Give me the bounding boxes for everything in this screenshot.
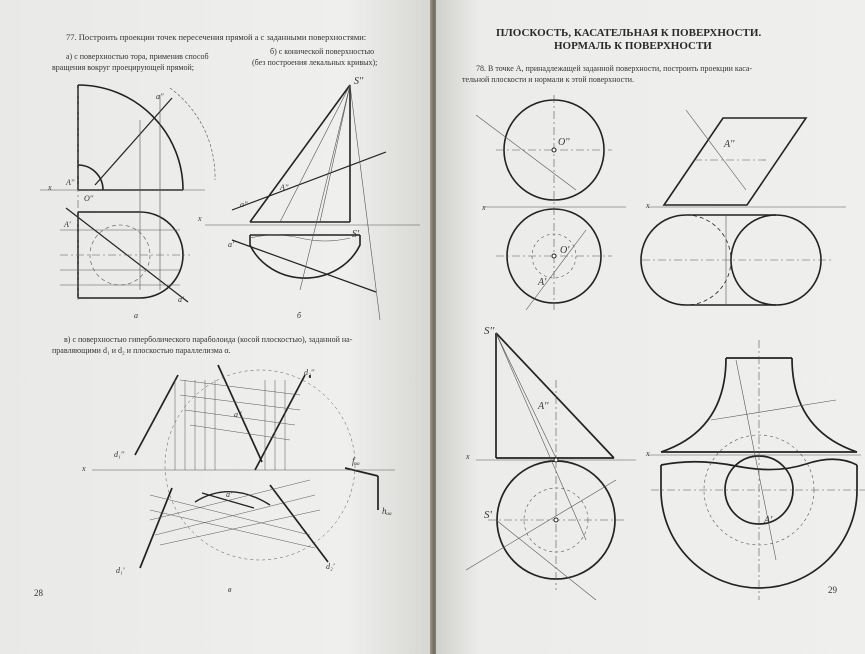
task78-line2: тельной плоскости и нормали к этой поверхности.: [462, 75, 634, 84]
figure-77c-paraboloid: [0, 0, 432, 654]
task77b-line2: (без построения лекальных кривых);: [252, 58, 378, 67]
label-S2-77b: S'': [354, 76, 364, 87]
left-page: [0, 0, 432, 654]
label-A2-78c: A'': [538, 401, 549, 412]
label-S2-78c: S'': [484, 325, 495, 337]
task77c-line2: правляющими d₁ и d₂ и плоскостью параллелизма α.: [52, 346, 231, 355]
label-x-77b: x: [198, 214, 202, 223]
task77a-line2: вращения вокруг проецирующей прямой;: [52, 63, 194, 72]
label-A2-78b: A'': [724, 139, 735, 150]
label-A1-78a: A': [538, 277, 547, 288]
label-a1-77c: a': [226, 490, 232, 499]
label-A2-77b: A'': [280, 183, 289, 192]
task77-title: 77. Построить проекции точек пересечения прямой a с заданными поверхностями:: [66, 32, 367, 42]
label-S1-78c: S': [484, 509, 492, 521]
label-a2-77a: a'': [156, 92, 164, 101]
label-d1-2: d₁'': [114, 450, 125, 459]
label-a1-77a: a': [178, 295, 184, 304]
label-x-78d: x: [646, 449, 650, 458]
caption-a: а: [134, 311, 138, 320]
label-x-77a: x: [48, 183, 52, 192]
caption-v: в: [228, 585, 232, 594]
label-a2-77c: a'': [234, 410, 242, 419]
label-A1-77a: A': [64, 220, 71, 229]
page-number-left: 28: [34, 588, 43, 598]
label-S1-77b: S': [352, 229, 360, 240]
heading-line1: ПЛОСКОСТЬ, КАСАТЕЛЬНАЯ К ПОВЕРХНОСТИ.: [496, 27, 762, 39]
label-O2-77a: O'': [84, 194, 94, 203]
label-A2-77a: A'': [66, 178, 75, 187]
label-d2-2: d₂'': [304, 368, 315, 377]
label-f-trace: fₒₐ: [352, 456, 360, 466]
task78-line1: 78. В точке A, принадлежащей заданной поверхности, построить проекции каса-: [476, 64, 753, 73]
label-O2-78a: O'': [558, 137, 570, 148]
task77c-line1: в) с поверхностью гиперболического параболоида (косой плоскостью), заданной на-: [64, 335, 353, 344]
label-x-77c: x: [82, 464, 86, 473]
label-d2-1: d₂': [326, 562, 335, 571]
caption-b: б: [297, 311, 302, 320]
task77b-line1: б) с конической поверхностью: [270, 47, 375, 56]
label-x-78c: x: [466, 452, 470, 461]
label-a2-77b: a'': [240, 200, 248, 209]
label-a1-77b: a': [228, 240, 234, 249]
heading-line2: НОРМАЛЬ К ПОВЕРХНОСТИ: [554, 40, 712, 52]
label-A1-78d: A': [764, 515, 773, 526]
label-x-78b: x: [646, 201, 650, 210]
label-O1-78a: O': [560, 245, 570, 256]
label-d1-1: d₁': [116, 566, 125, 575]
figure-78-revolution: [436, 0, 865, 654]
label-x-78a: x: [482, 203, 486, 212]
label-h-trace: hₒₐ: [382, 506, 392, 516]
page-number-right: 29: [828, 585, 837, 595]
task77a-line1: а) с поверхностью тора, применив способ: [66, 52, 209, 61]
right-page: [436, 0, 865, 654]
